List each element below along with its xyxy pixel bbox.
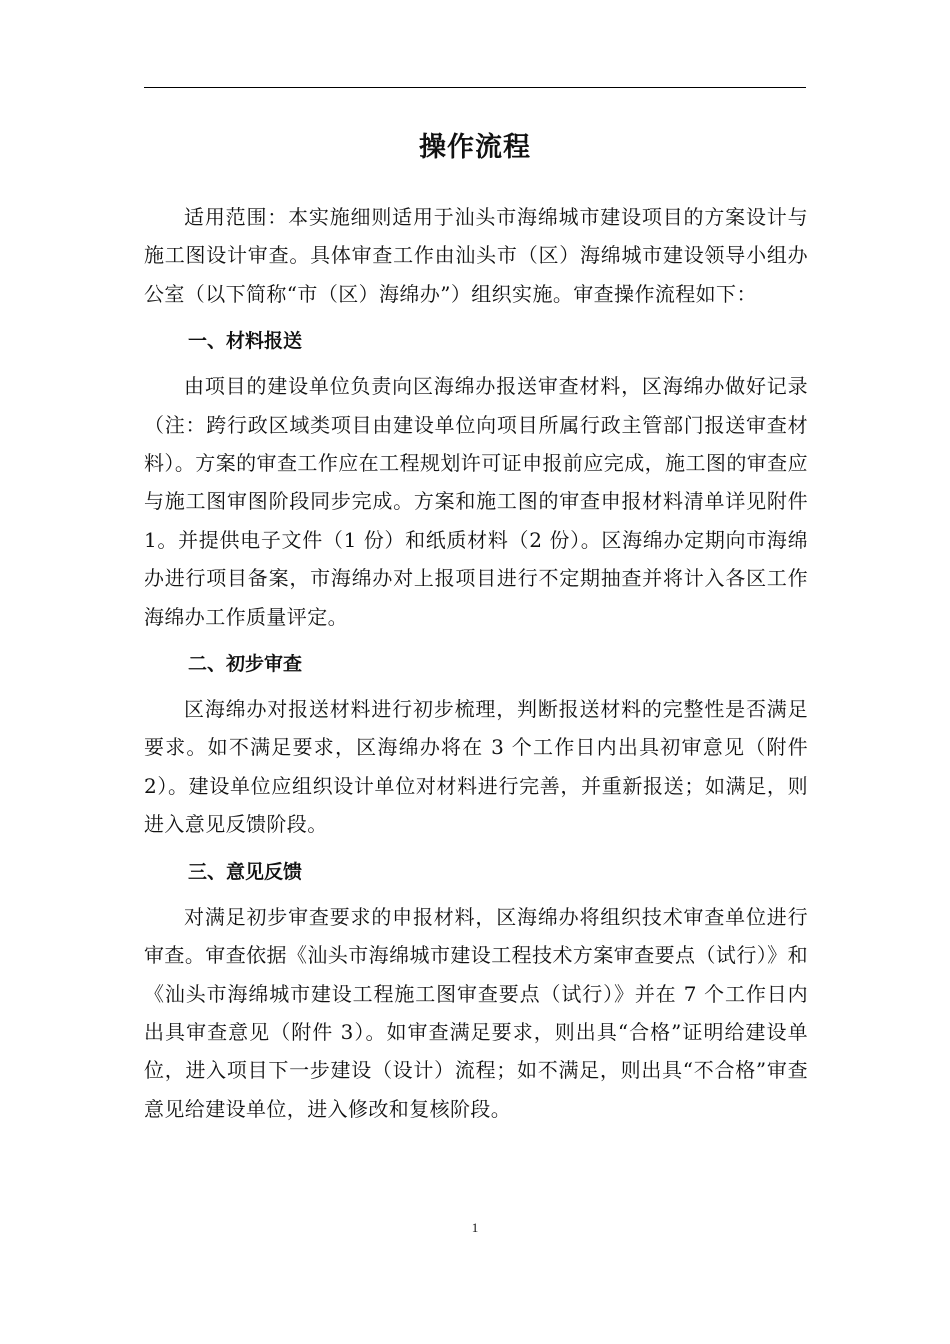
section-text-preliminary-review: 区海绵办对报送材料进行初步梳理，判断报送材料的完整性是否满足要求。如不满足要求，区海绵办将在 3 个工作日内出具初审意见（附件 2）。建设单位应组织设计单位对材料进行完善，并重新报送；如满足，则进入意见反馈阶段。 (144, 697, 808, 837)
page-number: 1 (471, 1220, 479, 1235)
header-rule (144, 87, 806, 88)
section-text-feedback: 对满足初步审查要求的申报材料，区海绵办将组织技术审查单位进行审查。审查依据《汕头市海绵城市建设工程技术方案审查要点（试行）》和《汕头市海绵城市建设工程施工图审查要点（试行）》并在 7 个工作日内出具审查意见（附件 3）。如审查满足要求，则出具“合格”证明给建设单位，进入项目下一步建设（设计）流程；如不满足，则出具“不合格”审查意见给建设单位，进入修改和复核阶段。 (144, 904, 808, 1121)
section-heading-materials: 一、材料报送 (188, 330, 303, 353)
page-title: 操作流程 (419, 132, 531, 163)
section-heading-feedback: 三、意见反馈 (188, 860, 303, 883)
section-heading-preliminary-review: 二、初步审查 (188, 653, 303, 676)
section-text-materials: 由项目的建设单位负责向区海绵办报送审查材料，区海绵办做好记录（注：跨行政区域类项目由建设单位向项目所属行政主管部门报送审查材料）。方案的审查工作应在工程规划许可证申报前应完成，施工图的审查应与施工图审图阶段同步完成。方案和施工图的审查申报材料清单详见附件 1。并提供电子文件（1 份）和纸质材料（2 份）。区海绵办定期向市海绵办进行项目备案，市海绵办对上报项目进行不定期抽查并将计入各区工作海绵办工作质量评定。 (144, 374, 808, 629)
document-body (144, 198, 808, 1128)
intro-paragraph: 适用范围：本实施细则适用于汕头市海绵城市建设项目的方案设计与施工图设计审查。具体审查工作由汕头市（区）海绵城市建设领导小组办公室（以下简称“市（区）海绵办”）组织实施。审查操作流程如下： (144, 205, 808, 306)
